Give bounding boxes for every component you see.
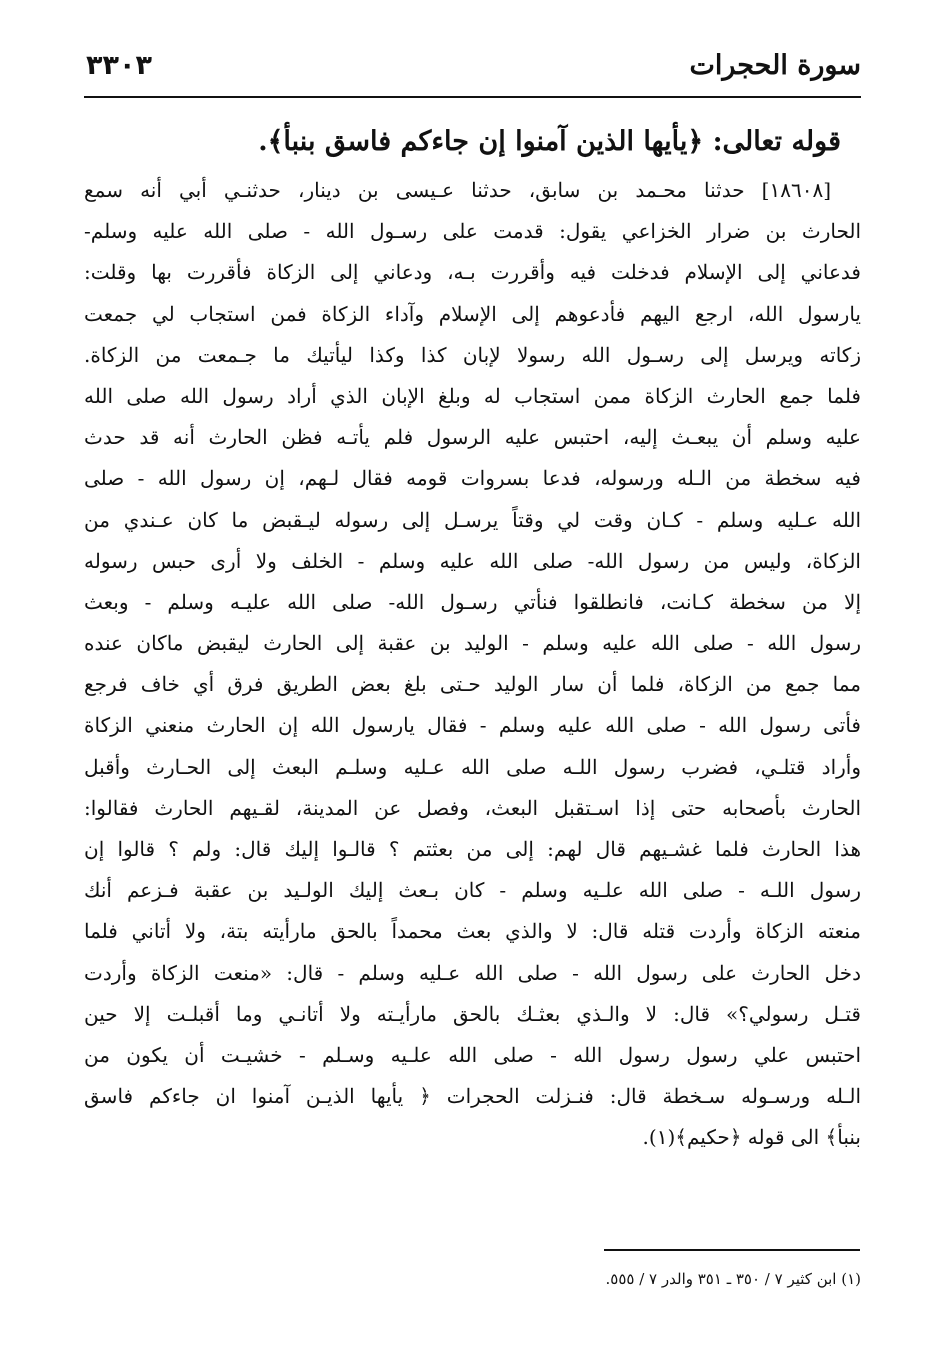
body-line: عليه وسلم أن يبعـث إليه، احتبس عليه الرسول فلم يأتـه فظن الحارث أنه قد حدث bbox=[84, 425, 861, 450]
body-line: زكاته ويرسل إلى رسـول الله رسولا لإبان كذا وكذا ليأتيك ما جـمعت من الزكاة. bbox=[84, 342, 861, 367]
body-line: الحارث بن ضرار الخزاعي يقول: قدمت على رسـول الله - صلى الله عليه وسلم- bbox=[84, 219, 861, 244]
body-line: رسول اللـه - صلى الله علـيه وسلم - كان بـعث إليك الولـيد بن عقبة فـزعم أنك bbox=[84, 878, 861, 903]
body-line: يارسول الله، ارجع اليهم فأدعوهم إلى الإسلام وآداء الزكاة فمن استجاب لي جمعت bbox=[84, 301, 861, 326]
body-line: الزكاة، وليس من رسول الله- صلى الله عليه وسلم - الخلف ولا أرى حبس رسوله bbox=[84, 548, 861, 573]
body-line: فأتى رسول الله - صلى الله عليه وسلم - فقال يارسول الله إن الحارث منعني الزكاة bbox=[84, 713, 861, 738]
page-number: ٣٣٠٣ bbox=[86, 49, 152, 81]
body-line: فلما جمع الحارث الزكاة ممن استجاب له وبلغ الإبان الذي أراد رسول الله صلى الله bbox=[84, 383, 861, 408]
body-line: الحارث بأصحابه حتى إذا اسـتقبل البعث، وفصل عن المدينة، لقـيهم الحارث فقالوا: bbox=[84, 795, 861, 820]
body-line: وأراد قتلـي، فضرب رسول اللـه صلى الله عـليه وسلـم البعث إلى الحـارث وأقبل bbox=[84, 754, 861, 779]
header-divider bbox=[84, 96, 861, 98]
body-line: فيه سخطة من الـله ورسوله، فدعا بسروات قومه فقال لـهم، إن رسول الله - صلى bbox=[84, 466, 861, 491]
body-line: احتبس علي رسول رسول الله - صلى الله علـيه وسـلم - خشيـت أن يكون من bbox=[84, 1042, 861, 1067]
body-line: إلا من سخطة كـانت، فانطلقوا فنأتي رسـول الله- صلى الله عليـه وسلم - وبعث bbox=[84, 589, 861, 614]
page-header bbox=[86, 40, 861, 90]
body-line: دخل الحارث على رسول الله - صلى الله عـليه وسلم - قال: «منعت الزكاة وأردت bbox=[84, 960, 861, 985]
body-line: رسول الله - صلى الله عليه وسلم - الوليد بن عقبة إلى الحارث ليقبض ماكان عنده bbox=[84, 631, 861, 656]
body-line: هذا الحارث فلما غشـيهم قال لهم: إلى من بعثتم ؟ قالـوا إليك قال: ولم ؟ قالوا إن bbox=[84, 837, 861, 861]
body-line: بنبأ﴾ الى قوله ﴿حكيم﴾(١). bbox=[642, 1125, 861, 1150]
hadith-body bbox=[84, 170, 861, 1159]
body-line: فدعاني إلى الإسلام فدخلت فيه وأقررت بـه، ودعاني إلى الزكاة فأقررت بها وقلت: bbox=[84, 260, 861, 285]
surah-title: سورة الحجرات bbox=[689, 49, 861, 81]
footnote-divider bbox=[604, 1249, 860, 1251]
body-line: الله عـليه وسلم - كـان وقت لي وقتاً يرسـل إلى رسوله ليـقبض ما كان عـندي من bbox=[84, 507, 861, 532]
footnote: (١) ابن كثير ٧ / ٣٥٠ ـ ٣٥١ والدر ٧ / ٥٥٥. bbox=[605, 1270, 861, 1288]
body-line: الـله ورسـوله سـخطة قال: فنـزلت الحجرات ﴿ يأيها الذيـن آمنوا ان جاءكم فاسق bbox=[84, 1084, 861, 1109]
section-heading: قوله تعالى: ﴿يأيها الذين آمنوا إن جاءكم فاسق بنبأ﴾. bbox=[258, 126, 841, 157]
body-line: مما جمع من الزكاة، فلما أن سار الوليد حـتى بلغ بعض الطريق فرق أي خاف فرجع bbox=[84, 672, 861, 697]
body-line: [١٨٦٠٨] حدثنا محـمد بن سابق، حدثنا عـيسى بن دينار، حدثنـي أبي أنه سمع bbox=[84, 178, 831, 202]
body-line: منعته الزكاة وأردت قتله قال: لا والذي بعث محمداً بالحق مارأيته بتة، ولا أتاني فلما bbox=[84, 919, 861, 944]
body-line: قتـل رسولي؟» قال: لا والـذي بعثـك بالحق مارأيـته ولا أتانـي وما أقبلـت إلا حين bbox=[84, 1001, 861, 1026]
